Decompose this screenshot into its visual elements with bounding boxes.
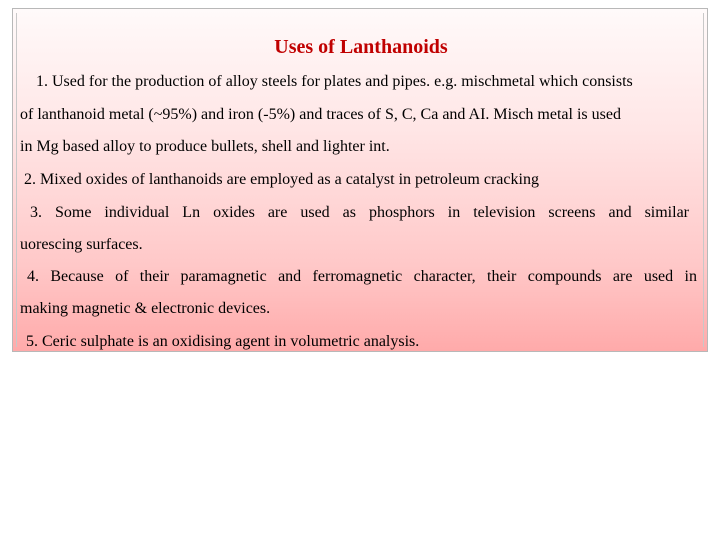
body-line: 3. Some individual Ln oxides are used as phosphors in television screens and similar — [30, 204, 689, 221]
body-line: of lanthanoid metal (~95%) and iron (-5%) and traces of S, C, Ca and AI. Misch metal is used — [20, 106, 621, 123]
body-line: in Mg based alloy to produce bullets, shell and lighter int. — [20, 138, 390, 155]
body-line: 5. Ceric sulphate is an oxidising agent in volumetric analysis. — [26, 333, 420, 350]
body-line: 4. Because of their paramagnetic and ferromagnetic character, their compounds are used in — [27, 268, 697, 285]
slide-title: Uses of Lanthanoids — [274, 36, 448, 58]
body-line: 1. Used for the production of alloy steels for plates and pipes. e.g. mischmetal which consists — [36, 73, 633, 90]
body-line: uorescing surfaces. — [20, 236, 143, 253]
body-line: making magnetic & electronic devices. — [20, 300, 271, 317]
content-box — [12, 8, 708, 352]
body-line: 2. Mixed oxides of lanthanoids are employed as a catalyst in petroleum cracking — [24, 171, 539, 188]
